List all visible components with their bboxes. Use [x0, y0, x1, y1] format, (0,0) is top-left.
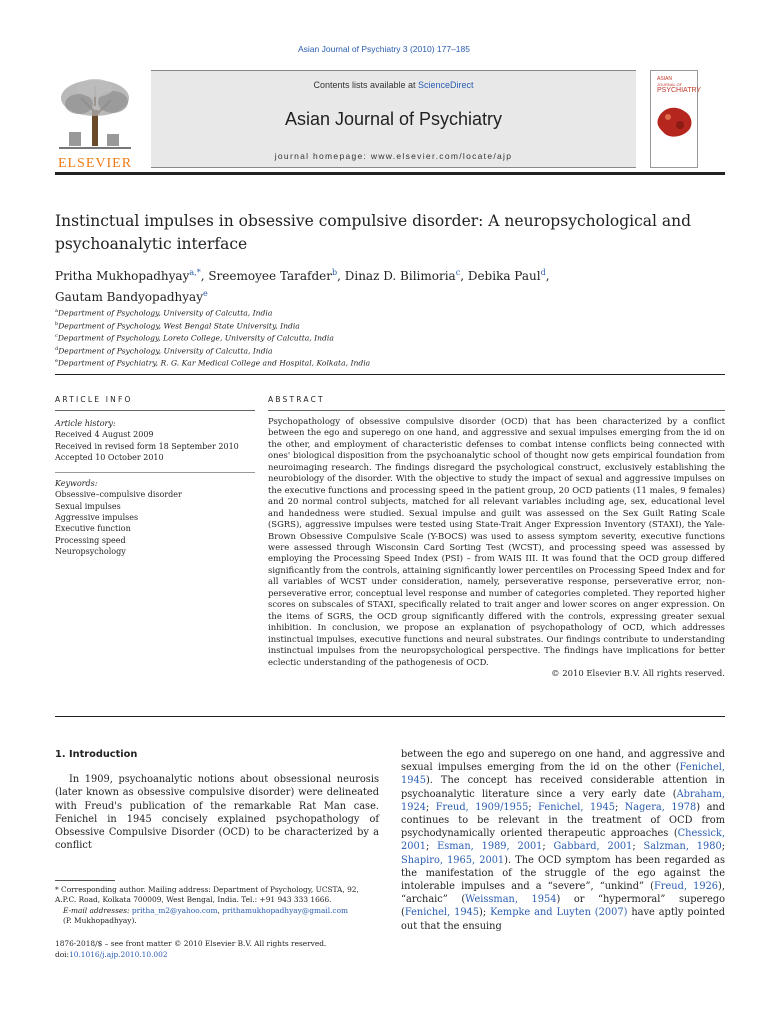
- elsevier-tree-icon: [55, 76, 135, 154]
- author-name[interactable]: Sreemoyee Tarafder: [208, 269, 332, 283]
- keyword: Executive function: [55, 524, 131, 534]
- body-text: ). The concept has received considerable attention in psychoanalytic literature since a very early date (: [401, 775, 725, 800]
- affiliation-text: Department of Psychology, University of Calcutta, India: [57, 308, 273, 318]
- body-text: have aptly pointed out that the ensuing: [401, 907, 725, 932]
- journal-name: Asian Journal of Psychiatry: [284, 109, 503, 129]
- body-text: ;: [632, 841, 644, 853]
- email-link[interactable]: prithamukhopadhyay@gmail.com: [222, 905, 349, 915]
- citation-link[interactable]: Gabbard, 2001: [553, 841, 633, 853]
- author-affiliation-mark[interactable]: e: [202, 289, 208, 298]
- affiliation: [55, 356, 735, 369]
- introduction-heading: 1. Introduction: [55, 749, 138, 760]
- contents-prefix: Contents lists available at: [313, 80, 419, 90]
- citation-link[interactable]: Fenichel, 1945: [538, 801, 615, 813]
- affiliation: [55, 344, 735, 357]
- email-separator: ,: [217, 905, 223, 915]
- footnote-rule: [55, 880, 115, 881]
- doi-link[interactable]: 10.1016/j.ajp.2010.10.002: [69, 950, 168, 960]
- keyword: Aggressive impulses: [55, 513, 139, 523]
- journal-cover-thumbnail[interactable]: [650, 70, 702, 168]
- affiliation: [55, 319, 735, 332]
- email-label: E-mail addresses:: [63, 905, 132, 915]
- body-text: between the ego and superego on one hand, and aggressive and sexual impulses emerging from the id on the other (: [401, 749, 725, 774]
- affiliation-mark: c: [55, 333, 58, 340]
- article-title: Instinctual impulses in obsessive compulsive disorder: A neuropsychological and psychoanalytic interface: [55, 212, 692, 253]
- article-info-heading: ARTICLE INFO: [55, 395, 133, 404]
- keyword: Neuropsychology: [55, 546, 126, 556]
- body-text: ) and continues to be relevant in the treatment of OCD from psychodynamically oriented therapeutic approaches (: [401, 801, 726, 840]
- masthead: [55, 70, 640, 171]
- doi-line: [55, 949, 379, 960]
- body-text: ;: [721, 841, 725, 853]
- keyword: Obsessive–compulsive disorder: [55, 490, 182, 500]
- cover-title: [657, 76, 702, 95]
- body-text: ;: [425, 801, 436, 813]
- article-info: [55, 418, 255, 557]
- citation-link[interactable]: Salzman, 1980: [643, 841, 722, 853]
- citation-link[interactable]: Nagera, 1978: [624, 801, 697, 813]
- abstract-heading: ABSTRACT: [268, 395, 325, 404]
- citation-link[interactable]: Kempke and Luyten (2007): [490, 907, 628, 919]
- citation-link[interactable]: Esman, 1989, 2001: [437, 841, 543, 853]
- revised-date: Received in revised form 18 September 2010: [55, 441, 239, 451]
- keywords-label: Keywords:: [55, 479, 98, 489]
- email-link[interactable]: pritha_m2@yahoo.com: [131, 905, 218, 915]
- body-left-column: [55, 748, 379, 852]
- body-text: ;: [542, 841, 554, 853]
- abstract-bottom-rule: [55, 716, 725, 717]
- citation-link[interactable]: Abraham, 1924: [401, 788, 725, 813]
- intro-paragraph: In 1909, psychoanalytic notions about obsessional neurosis (later known as obsessive compulsive disorder) were delineated with Freud's publication of the remarkable Rat Man case. Fenichel in 1945 concisely explained psychopathology of Obsessive Compulsive Disorder (OCD) to be characterized by a conflict: [55, 774, 379, 852]
- citation-link[interactable]: Fenichel, 1945: [401, 762, 725, 787]
- article-history-label: Article history:: [55, 419, 116, 428]
- citation-link[interactable]: Shapiro, 1965, 2001: [401, 854, 505, 866]
- header-rule: [55, 172, 725, 175]
- affiliation: [55, 331, 735, 344]
- affiliation-text: Department of Psychology, West Bengal State University, India: [58, 321, 300, 331]
- author-name[interactable]: Debika Paul: [467, 269, 541, 283]
- citation-link[interactable]: Freud, 1909/1955: [435, 801, 529, 813]
- author-affiliation-mark[interactable]: d: [540, 268, 546, 277]
- affiliation-mark: a: [55, 308, 58, 314]
- affiliation-rule: [55, 374, 725, 375]
- citation-link[interactable]: Fenichel, 1945: [404, 907, 480, 919]
- author-list: Pritha Mukhopadhyay$^{a,*}$, Sreemoyee Tarafder$^b$, Dinaz D. Bilimoria$^c$, Debika Paul$^d$, Gautam Bandyopadhyay$^e$: [55, 268, 550, 304]
- affiliation-mark: b: [55, 320, 59, 327]
- front-matter-line: 1876-2018/$ – see front matter © 2010 Elsevier B.V. All rights reserved.: [55, 939, 327, 948]
- keyword: Sexual impulses: [55, 501, 121, 511]
- journal-citation[interactable]: Asian Journal of Psychiatry 3 (2010) 177–185: [298, 44, 470, 54]
- body-text: ) or “hypermoral” superego (: [401, 894, 726, 919]
- cover-map-icon: [654, 101, 696, 141]
- journal-homepage-link[interactable]: journal homepage: www.elsevier.com/locate/ajp: [274, 151, 513, 161]
- affiliation-text: Department of Psychology, University of Calcutta, India: [58, 346, 273, 356]
- author-affiliation-mark[interactable]: a,*: [189, 268, 201, 277]
- elsevier-logo[interactable]: [55, 76, 145, 171]
- citation-link[interactable]: Weissman, 1954: [465, 894, 557, 906]
- masthead-banner: [151, 70, 636, 168]
- body-text: );: [479, 907, 491, 919]
- cover-line1: ASIAN: [657, 76, 673, 82]
- abstract: [268, 416, 725, 679]
- affiliation-text: Department of Psychiatry, R. G. Kar Medical College and Hospital, Kolkata, India: [57, 358, 371, 368]
- front-matter: [55, 938, 379, 961]
- intro-paragraph-continued: [401, 748, 725, 933]
- body-text: ), “archaic” (: [401, 881, 725, 906]
- author-affiliation-mark[interactable]: b: [331, 268, 338, 277]
- contents-line: [151, 80, 636, 90]
- accepted-date: Accepted 10 October 2010: [55, 452, 164, 462]
- body-text: ). The OCD symptom has been regarded as the manifestation of the struggle of the ego against the intolerable impulses and a “severe”, “unkind” (: [401, 854, 725, 893]
- cover-line2: JOURNAL OF: [657, 81, 683, 87]
- article-info-rule: [55, 410, 255, 411]
- email-line: [55, 906, 379, 916]
- doi-prefix: doi:: [55, 950, 70, 960]
- body-text: ;: [614, 801, 625, 813]
- abstract-copyright: © 2010 Elsevier B.V. All rights reserved.: [551, 667, 725, 678]
- body-text: ;: [425, 841, 438, 853]
- abstract-rule: [268, 410, 725, 411]
- cover-line3: PSYCHIATRY: [657, 86, 702, 94]
- citation-link[interactable]: Freud, 1926: [653, 881, 719, 893]
- body-right-column: [401, 748, 725, 933]
- author-name[interactable]: Gautam Bandyopadhyay: [55, 290, 203, 304]
- elsevier-wordmark: ELSEVIER: [57, 156, 133, 171]
- corresponding-author-note: * Corresponding author. Mailing address: Department of Psychology, UCSTA, 92, A.P.C. Road, Kolkata 700009, West Bengal, India. Tel.: +91 943 333 1666.: [55, 885, 359, 905]
- citation-link[interactable]: Chessick, 2001: [401, 828, 725, 853]
- author-name[interactable]: Dinaz D. Bilimoria: [344, 269, 456, 283]
- affiliation: [55, 306, 735, 319]
- body-text: ;: [528, 801, 539, 813]
- affiliation-mark: e: [55, 358, 58, 365]
- affiliation-list: [55, 306, 735, 369]
- author-affiliation-mark[interactable]: c: [455, 268, 461, 277]
- abstract-text: Psychopathology of obsessive compulsive disorder (OCD) that has been characterized by a conflict between the ego and superego on one hand, and aggressive and sexual impulses emerging from the id on the other, and employment of characteristic defenses to combat intense conflicts being connected with ones' biological disposition from the psychoanalytic school of thought now gets empirical foundation from neuroimaging research. The findings disregard the psychological construct, exclusively establishing the neurobiology of the disorder. With the objective to study the impact of sexual and aggressive impulses on the executive functions and processing speed in the patient group, 20 OCD patients (11 males, 9 females) and 20 normal control subjects, matched for all relevant variables including age, sex, educational level and handedness were studied. Sexual impulse and guilt was assessed on the Sex Guilt Rating Scale (SGRS), aggressive impulses were tested using State-Trait Anger Expression Inventory (STAXI), the Yale-Brown Obsessive Compulsive Scale (Y-BOCS) was used to assess symptom severity, executive functions were assessed through Wisconsin Card Sorting Test (WCST), and processing speed was assessed by employing the Processing Speed Index (PSI) – from WAIS III. It was found that the OCD group differed significantly from the controls, attaining significantly lower percentiles on Processing Speed Index and for all variables of WCST under consideration, namely, perseverative response, perseverative error, non-perseverative error, conceptual level response and number of categories completed. They reported higher scores on subscales of STAXI, specifically related to trait anger and lower scores on anger expression. On the items of SGRS, the OCD group significantly differed with the controls, expressing greater sexual inhibition. In conclusion, we propose an explanation of psychopathology of OCD, which addresses instinctual impulses, executive functions and neural substrates. Our findings contribute to understanding instinctual impulses from the neuropsychological perspective. The findings have implications for better eclectic understanding of the pathogenesis of OCD.: [268, 416, 725, 667]
- keyword: Processing speed: [55, 535, 126, 545]
- affiliation-mark: d: [55, 345, 59, 352]
- affiliation-text: Department of Psychology, Loreto College, University of Calcutta, India: [57, 333, 334, 343]
- author-name[interactable]: Pritha Mukhopadhyay: [55, 269, 190, 283]
- received-date: Received 4 August 2009: [55, 430, 154, 440]
- footnotes: [55, 880, 379, 927]
- sciencedirect-link[interactable]: ScienceDirect: [418, 80, 474, 90]
- keywords-block: [55, 472, 255, 557]
- email-owner: (P. Mukhopadhyay).: [63, 916, 137, 926]
